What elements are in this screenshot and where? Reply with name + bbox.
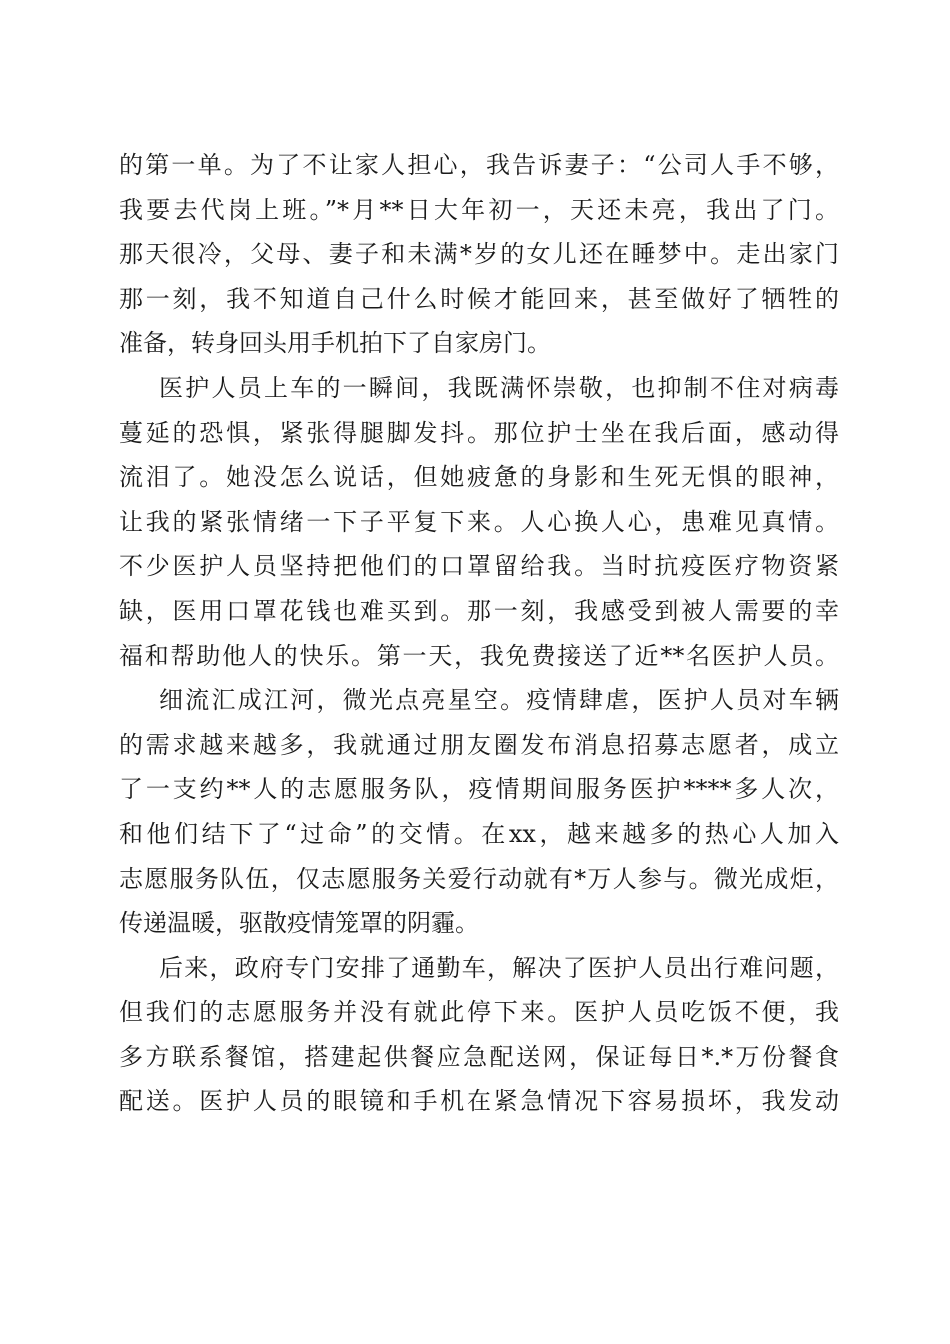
text-line: 不少医护人员坚持把他们的口罩留给我。当时抗疫医疗物资紧 [119,552,839,581]
paragraph-start-line: 医护人员上车的一瞬间，我既满怀崇敬，也抑制不住对病毒 [159,373,839,402]
text-line: 缺，医用口罩花钱也难买到。那一刻，我感受到被人需要的幸 [119,596,839,625]
text-line: 那天很冷，父母、妻子和未满*岁的女儿还在睡梦中。走出家门 [119,240,839,269]
text-line: 让我的紧张情绪一下子平复下来。人心换人心，患难见真情。 [119,507,839,536]
text-line: 志愿服务队伍，仅志愿服务关爱行动就有*万人参与。微光成炬， [119,864,839,893]
text-line: 准备，转身回头用手机拍下了自家房门。 [119,329,551,358]
body-text [119,143,839,1124]
text-line: 那一刻，我不知道自己什么时候才能回来，甚至做好了牺牲的 [119,284,839,313]
text-line: 的第一单。为了不让家人担心，我告诉妻子：“公司人手不够， [119,151,839,179]
text-line: 福和帮助他人的快乐。第一天，我免费接送了近**名医护人员。 [119,641,839,670]
text-line: 和他们结下了“过命”的交情。在xx，越来越多的热心人加入 [119,819,839,848]
text-line: 我要去代岗上班。”*月**日大年初一，天还未亮，我出了门。 [119,195,839,224]
text-line: 但我们的志愿服务并没有就此停下来。医护人员吃饭不便，我 [119,998,839,1027]
text-line: 传递温暖，驱散疫情笼罩的阴霾。 [119,909,479,938]
text-line: 流泪了。她没怎么说话，但她疲惫的身影和生死无惧的眼神， [119,463,839,492]
paragraph-start-line: 后来，政府专门安排了通勤车，解决了医护人员出行难问题， [159,953,839,982]
text-line: 的需求越来越多，我就通过朋友圈发布消息招募志愿者，成立 [119,730,839,759]
text-line: 多方联系餐馆，搭建起供餐应急配送网，保证每日*.*万份餐食 [119,1042,839,1071]
text-line: 配送。医护人员的眼镜和手机在紧急情况下容易损坏，我发动 [119,1087,839,1116]
text-line: 蔓延的恐惧，紧张得腿脚发抖。那位护士坐在我后面，感动得 [119,418,839,447]
text-line: 了一支约**人的志愿服务队，疫情期间服务医护****多人次， [119,775,839,804]
paragraph-start-line: 细流汇成江河，微光点亮星空。疫情肆虐，医护人员对车辆 [159,686,839,715]
